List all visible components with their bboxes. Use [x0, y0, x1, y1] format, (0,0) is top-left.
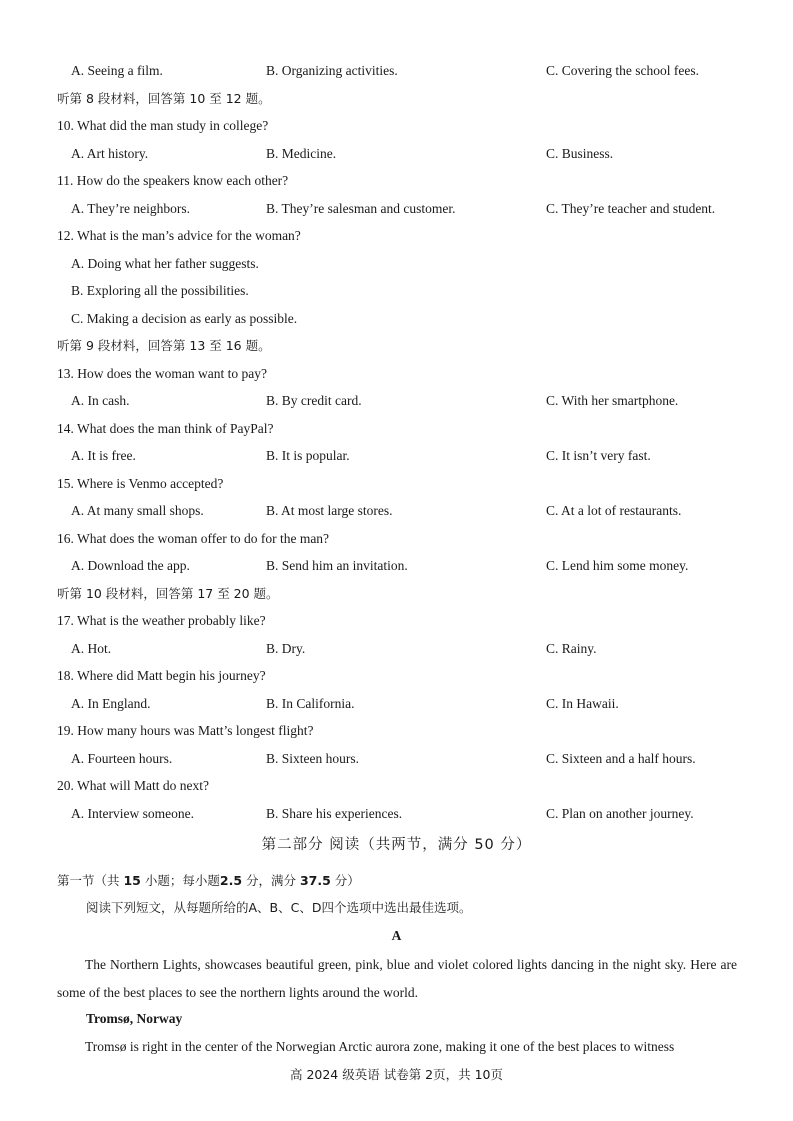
q13-option-b: B. By credit card.	[266, 393, 362, 408]
question-17: 17. What is the weather probably like?	[57, 613, 266, 628]
question-11: 11. How do the speakers know each other?	[57, 173, 289, 188]
passage-paragraph-2-text: Tromsø is right in the center of the Norwegian Arctic aurora zone, making it one of the best places to witness	[85, 1039, 675, 1054]
q14-option-c: C. It isn’t very fast.	[546, 448, 651, 463]
reading-instruction: 阅读下列短文，从每题所给的A、B、C、D四个选项中选出最佳选项。	[86, 900, 472, 915]
passage-heading-tromso: Tromsø, Norway	[86, 1011, 183, 1026]
passage-paragraph-1	[57, 951, 737, 1006]
q15-option-b: B. At most large stores.	[266, 503, 393, 518]
q12-option-b: B. Exploring all the possibilities.	[71, 283, 249, 298]
q11-option-a: A. They’re neighbors.	[71, 201, 190, 216]
q10-option-a: A. Art history.	[71, 146, 149, 161]
q9-option-c: C. Covering the school fees.	[546, 63, 699, 78]
q12-option-a: A. Doing what her father suggests.	[71, 256, 259, 271]
section-1-suffix: 分）	[330, 873, 360, 888]
q18-option-c: C. In Hawaii.	[546, 696, 619, 711]
q10-option-c: C. Business.	[546, 146, 614, 161]
section-1-mid2: 分，满分	[242, 873, 300, 888]
section-1-count: 15	[123, 873, 141, 888]
q17-option-a: A. Hot.	[71, 641, 112, 656]
q9-option-b: B. Organizing activities.	[266, 63, 398, 78]
q16-option-b: B. Send him an invitation.	[266, 558, 408, 573]
q20-option-b: B. Share his experiences.	[266, 806, 403, 821]
q18-option-b: B. In California.	[266, 696, 355, 711]
q18-option-a: A. In England.	[71, 696, 151, 711]
section-8-instruction: 听第 8 段材料，回答第 10 至 12 题。	[57, 91, 271, 106]
part-2-title: 第二部分 阅读（共两节，满分 50 分）	[261, 837, 532, 853]
question-10: 10. What did the man study in college?	[57, 118, 269, 133]
q11-option-b: B. They’re salesman and customer.	[266, 201, 456, 216]
question-16: 16. What does the woman offer to do for the man?	[57, 531, 330, 546]
q9-option-a: A. Seeing a film.	[71, 63, 163, 78]
passage-paragraph-2	[57, 1033, 737, 1061]
q16-option-a: A. Download the app.	[71, 558, 190, 573]
question-19: 19. How many hours was Matt’s longest flight?	[57, 723, 314, 738]
section-1-prefix: 第一节（共	[57, 873, 124, 888]
question-13: 13. How does the woman want to pay?	[57, 366, 267, 381]
q13-option-c: C. With her smartphone.	[546, 393, 679, 408]
q17-option-c: C. Rainy.	[546, 641, 597, 656]
q11-option-c: C. They’re teacher and student.	[546, 201, 716, 216]
q15-option-c: C. At a lot of restaurants.	[546, 503, 682, 518]
q17-option-b: B. Dry.	[266, 641, 306, 656]
section-1-score: 2.5	[219, 873, 243, 888]
question-14: 14. What does the man think of PayPal?	[57, 421, 274, 436]
q16-option-c: C. Lend him some money.	[546, 558, 689, 573]
q20-option-a: A. Interview someone.	[71, 806, 194, 821]
passage-paragraph-1-text: The Northern Lights, showcases beautiful green, pink, blue and violet colored lights dancing in the night sky. Here are some of the best places to see the northern lights around the world.	[57, 957, 737, 1000]
question-20: 20. What will Matt do next?	[57, 778, 209, 793]
q19-option-b: B. Sixteen hours.	[266, 751, 359, 766]
q14-option-a: A. It is free.	[71, 448, 136, 463]
passage-letter: A	[391, 928, 402, 943]
page-footer: 高 2024 级英语 试卷第 2页，共 10页	[289, 1067, 504, 1082]
q13-option-a: A. In cash.	[71, 393, 130, 408]
section-9-instruction: 听第 9 段材料，回答第 13 至 16 题。	[57, 338, 271, 353]
q19-option-a: A. Fourteen hours.	[71, 751, 173, 766]
section-10-instruction: 听第 10 段材料，回答第 17 至 20 题。	[57, 586, 279, 601]
q20-option-c: C. Plan on another journey.	[546, 806, 694, 821]
question-12: 12. What is the man’s advice for the woman?	[57, 228, 301, 243]
question-15: 15. Where is Venmo accepted?	[57, 476, 224, 491]
section-1-total: 37.5	[299, 873, 331, 888]
q14-option-b: B. It is popular.	[266, 448, 350, 463]
section-1-mid: 小题；每小题	[140, 873, 220, 888]
question-18: 18. Where did Matt begin his journey?	[57, 668, 266, 683]
q19-option-c: C. Sixteen and a half hours.	[546, 751, 696, 766]
q10-option-b: B. Medicine.	[266, 146, 337, 161]
q15-option-a: A. At many small shops.	[71, 503, 204, 518]
section-1-header	[57, 872, 360, 890]
q12-option-c: C. Making a decision as early as possible.	[71, 311, 298, 326]
